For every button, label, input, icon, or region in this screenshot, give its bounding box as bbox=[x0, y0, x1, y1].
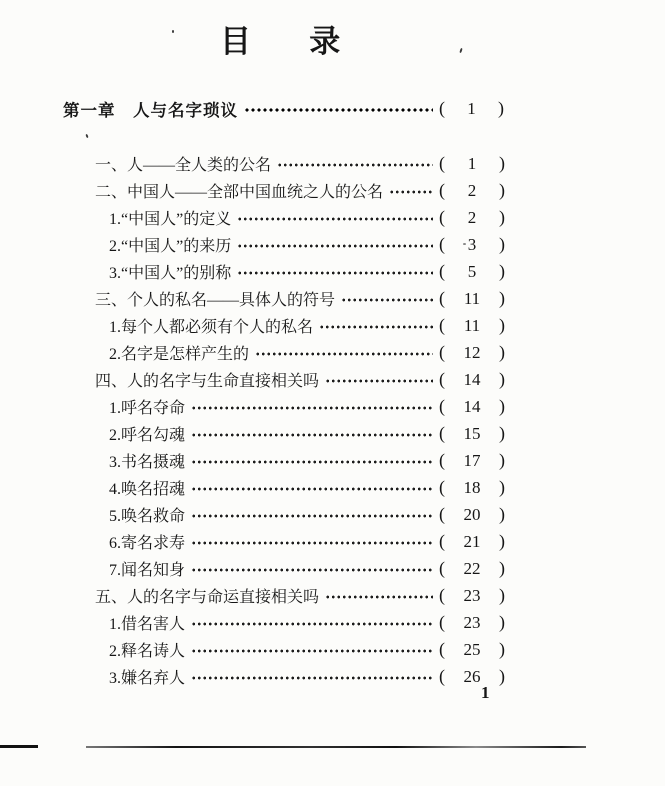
entry-text: 2.释名诪人 bbox=[109, 643, 186, 660]
entry-page-number: 26 bbox=[463, 666, 481, 686]
close-paren: ) bbox=[499, 315, 505, 335]
toc-entry bbox=[109, 663, 505, 690]
toc-entry bbox=[95, 150, 505, 177]
toc-entry bbox=[109, 420, 505, 447]
entry-page bbox=[439, 450, 505, 471]
entry-page-number: 1 bbox=[467, 98, 477, 118]
entry-text: 1.“中国人”的定义 bbox=[109, 211, 232, 228]
open-paren: ( bbox=[439, 180, 445, 200]
entry-text: 1.呼名夺命 bbox=[109, 400, 186, 417]
close-paren: ) bbox=[499, 342, 505, 362]
open-paren: ( bbox=[439, 531, 445, 551]
entry-page-number: 3 bbox=[467, 234, 477, 254]
dot-leader bbox=[244, 106, 433, 116]
scan-speck bbox=[463, 243, 466, 245]
open-paren: ( bbox=[439, 612, 445, 632]
open-paren: ( bbox=[439, 450, 445, 470]
open-paren: ( bbox=[439, 477, 445, 497]
dot-leader bbox=[191, 458, 433, 468]
entry-page-number: 12 bbox=[463, 342, 481, 362]
entry-text: 1.借名害人 bbox=[109, 616, 186, 633]
entry-text: 五、人的名字与命运直接相关吗 bbox=[95, 589, 320, 606]
close-paren: ) bbox=[499, 396, 505, 416]
open-paren: ( bbox=[439, 396, 445, 416]
entry-page bbox=[439, 234, 505, 255]
entry-text: 3.嫌名弃人 bbox=[109, 670, 186, 687]
entry-page-number: 14 bbox=[463, 396, 481, 416]
open-paren: ( bbox=[439, 504, 445, 524]
entry-text: 二、中国人——全部中国血统之人的公名 bbox=[95, 184, 384, 201]
entry-page-number: 18 bbox=[463, 477, 481, 497]
entry-page bbox=[439, 153, 505, 174]
entry-text: 5.唤名救命 bbox=[109, 508, 186, 525]
open-paren: ( bbox=[439, 369, 445, 389]
dot-leader bbox=[237, 215, 433, 225]
dot-leader bbox=[191, 485, 433, 495]
entry-page bbox=[439, 207, 505, 228]
entry-text: 一、人——全人类的公名 bbox=[95, 157, 272, 174]
open-paren: ( bbox=[439, 261, 445, 281]
close-paren: ) bbox=[499, 639, 505, 659]
dot-leader bbox=[191, 539, 433, 549]
dot-leader bbox=[191, 620, 433, 630]
entry-page-number: 5 bbox=[467, 261, 477, 281]
folio-page-number: 1 bbox=[481, 683, 490, 702]
toc-entry bbox=[109, 447, 505, 474]
close-paren: ) bbox=[499, 234, 505, 254]
toc-entry bbox=[95, 582, 505, 609]
entry-page bbox=[439, 288, 505, 309]
close-paren: ) bbox=[499, 531, 505, 551]
open-paren: ( bbox=[439, 234, 445, 254]
entry-page-number: 11 bbox=[463, 315, 481, 335]
open-paren: ( bbox=[439, 153, 445, 173]
entry-page bbox=[439, 423, 505, 444]
entry-text: 1.每个人都必须有个人的私名 bbox=[109, 319, 314, 336]
toc-entry bbox=[109, 528, 505, 555]
entry-text: 2.呼名勾魂 bbox=[109, 427, 186, 444]
entry-page-number: 14 bbox=[463, 369, 481, 389]
dot-leader bbox=[191, 404, 433, 414]
entry-page-number: 11 bbox=[463, 288, 481, 308]
open-paren: ( bbox=[439, 315, 445, 335]
dot-leader bbox=[191, 647, 433, 657]
entry-page-number: 23 bbox=[463, 612, 481, 632]
toc-entry bbox=[95, 177, 505, 204]
entry-page bbox=[439, 98, 505, 119]
close-paren: ) bbox=[499, 288, 505, 308]
scan-artifact-line bbox=[0, 745, 38, 748]
entry-page-number: 1 bbox=[467, 153, 477, 173]
entry-text: 4.唤名招魂 bbox=[109, 481, 186, 498]
entry-page-number: 21 bbox=[463, 531, 481, 551]
close-paren: ) bbox=[499, 261, 505, 281]
close-paren: ) bbox=[499, 585, 505, 605]
scan-speck bbox=[459, 48, 462, 53]
entry-text: 四、人的名字与生命直接相关吗 bbox=[95, 373, 320, 390]
entry-page bbox=[439, 558, 505, 579]
dot-leader bbox=[255, 350, 433, 360]
dot-leader bbox=[277, 161, 433, 171]
toc-entry bbox=[109, 555, 505, 582]
toc-entry bbox=[109, 393, 505, 420]
entry-text: 三、个人的私名——具体人的符号 bbox=[95, 292, 336, 309]
open-paren: ( bbox=[439, 585, 445, 605]
toc-entry bbox=[109, 474, 505, 501]
entry-text: 7.闻名知身 bbox=[109, 562, 186, 579]
open-paren: ( bbox=[439, 342, 445, 362]
dot-leader bbox=[237, 269, 433, 279]
entry-page bbox=[439, 612, 505, 633]
dot-leader bbox=[191, 512, 433, 522]
toc-entry bbox=[109, 312, 505, 339]
close-paren: ) bbox=[499, 666, 505, 686]
entry-page bbox=[439, 666, 505, 687]
toc-entry bbox=[109, 609, 505, 636]
dot-leader bbox=[191, 566, 433, 576]
dot-leader bbox=[191, 431, 433, 441]
toc-list bbox=[63, 95, 505, 690]
entry-page bbox=[439, 504, 505, 525]
entry-page bbox=[439, 531, 505, 552]
entry-page bbox=[439, 639, 505, 660]
dot-leader bbox=[389, 188, 433, 198]
scan-speck bbox=[172, 30, 174, 33]
entry-text: 3.书名摄魂 bbox=[109, 454, 186, 471]
open-paren: ( bbox=[439, 207, 445, 227]
entry-page-number: 17 bbox=[463, 450, 481, 470]
close-paren: ) bbox=[499, 423, 505, 443]
entry-text: 第一章 人与名字琐议 bbox=[63, 101, 238, 120]
toc-entry bbox=[95, 285, 505, 312]
entry-page bbox=[439, 261, 505, 282]
entry-page bbox=[439, 315, 505, 336]
close-paren: ) bbox=[499, 369, 505, 389]
dot-leader bbox=[319, 323, 433, 333]
toc-entry bbox=[109, 636, 505, 663]
entry-page bbox=[439, 396, 505, 417]
open-paren: ( bbox=[439, 666, 445, 686]
open-paren: ( bbox=[439, 558, 445, 578]
entry-text: 6.寄名求寿 bbox=[109, 535, 186, 552]
open-paren: ( bbox=[439, 288, 445, 308]
close-paren: ) bbox=[499, 477, 505, 497]
open-paren: ( bbox=[439, 98, 446, 118]
dot-leader bbox=[341, 296, 433, 306]
open-paren: ( bbox=[439, 423, 445, 443]
entry-page-number: 2 bbox=[467, 180, 477, 200]
entry-page-number: 20 bbox=[463, 504, 481, 524]
entry-page bbox=[439, 477, 505, 498]
toc-entry bbox=[109, 231, 505, 258]
close-paren: ) bbox=[499, 612, 505, 632]
toc-entry bbox=[109, 204, 505, 231]
entry-page bbox=[439, 342, 505, 363]
close-paren: ) bbox=[499, 450, 505, 470]
close-paren: ) bbox=[499, 180, 505, 200]
toc-entry bbox=[109, 258, 505, 285]
entry-text: 2.名字是怎样产生的 bbox=[109, 346, 250, 363]
close-paren: ) bbox=[499, 504, 505, 524]
dot-leader bbox=[191, 674, 433, 684]
dot-leader bbox=[237, 242, 433, 252]
entry-page-number: 25 bbox=[463, 639, 481, 659]
close-paren: ) bbox=[498, 98, 505, 118]
entry-page bbox=[439, 585, 505, 606]
entry-text: 3.“中国人”的别称 bbox=[109, 265, 232, 282]
dot-leader bbox=[325, 593, 433, 603]
page-title: 目 录 bbox=[220, 24, 343, 59]
close-paren: ) bbox=[499, 207, 505, 227]
open-paren: ( bbox=[439, 639, 445, 659]
close-paren: ) bbox=[499, 558, 505, 578]
toc-entry bbox=[109, 501, 505, 528]
close-paren: ) bbox=[499, 153, 505, 173]
dot-leader bbox=[325, 377, 433, 387]
entry-page bbox=[439, 369, 505, 390]
entry-page-number: 22 bbox=[463, 558, 481, 578]
toc-entry bbox=[109, 339, 505, 366]
entry-page bbox=[439, 180, 505, 201]
toc-entry bbox=[95, 366, 505, 393]
entry-text: 2.“中国人”的来历 bbox=[109, 238, 232, 255]
entry-page-number: 23 bbox=[463, 585, 481, 605]
entry-page-number: 2 bbox=[467, 207, 477, 227]
entry-page-number: 15 bbox=[463, 423, 481, 443]
toc-entry bbox=[63, 95, 505, 122]
scan-artifact-line bbox=[86, 746, 586, 748]
